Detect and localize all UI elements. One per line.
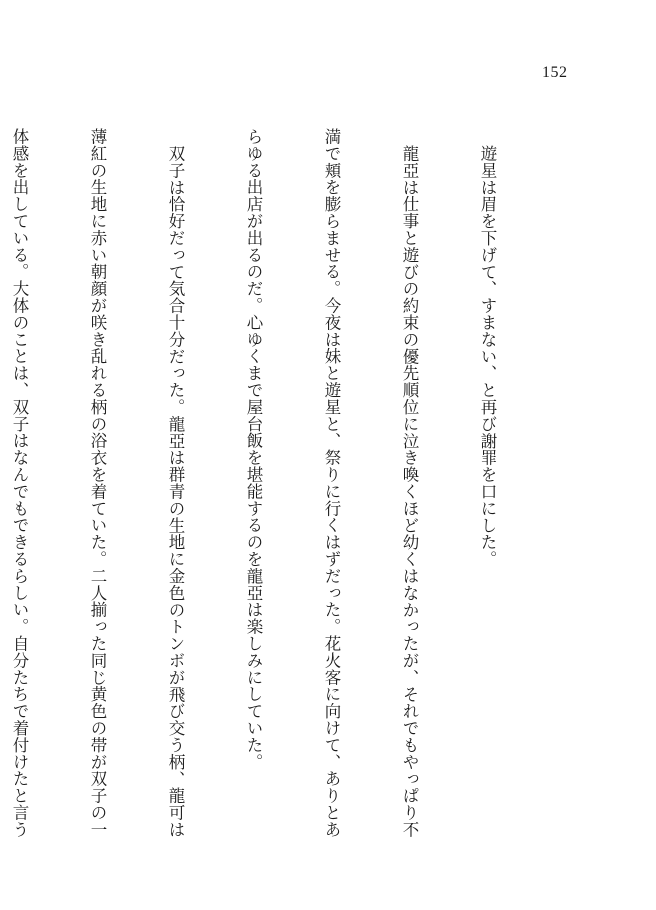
text-line: 遊星は眉を下げて、すまない、と再び謝罪を口にした。 (478, 144, 497, 567)
novel-body-text (0, 128, 552, 848)
text-line: 体感を出している。大体のことは、双子はなんでもできるらしい。自分たちで着付けたと言う (10, 128, 29, 838)
text-line: 龍亞は仕事と遊びの約束の優先順位に泣き喚くほど幼くはなかったが、それでもやっぱり不 (400, 144, 419, 838)
text-line: 双子は恰好だって気合十分だった。龍亞は群青の生地に金色のトンボが飛び交う柄、龍可は (166, 144, 185, 838)
text-line: らゆる出店が出るのだ。心ゆくまで屋台飯を堪能するのを龍亞は楽しみにしていた。 (244, 128, 263, 771)
text-line: 満で頬を膨らませる。今夜は妹と遊星と、祭りに行くはずだった。花火客に向けて、ありとあ (322, 128, 341, 838)
text-line: 薄紅の生地に赤い朝顔が咲き乱れる柄の浴衣を着ていた。二人揃った同じ黄色の帯が双子の一 (88, 128, 107, 838)
page-number: 152 (542, 64, 568, 81)
